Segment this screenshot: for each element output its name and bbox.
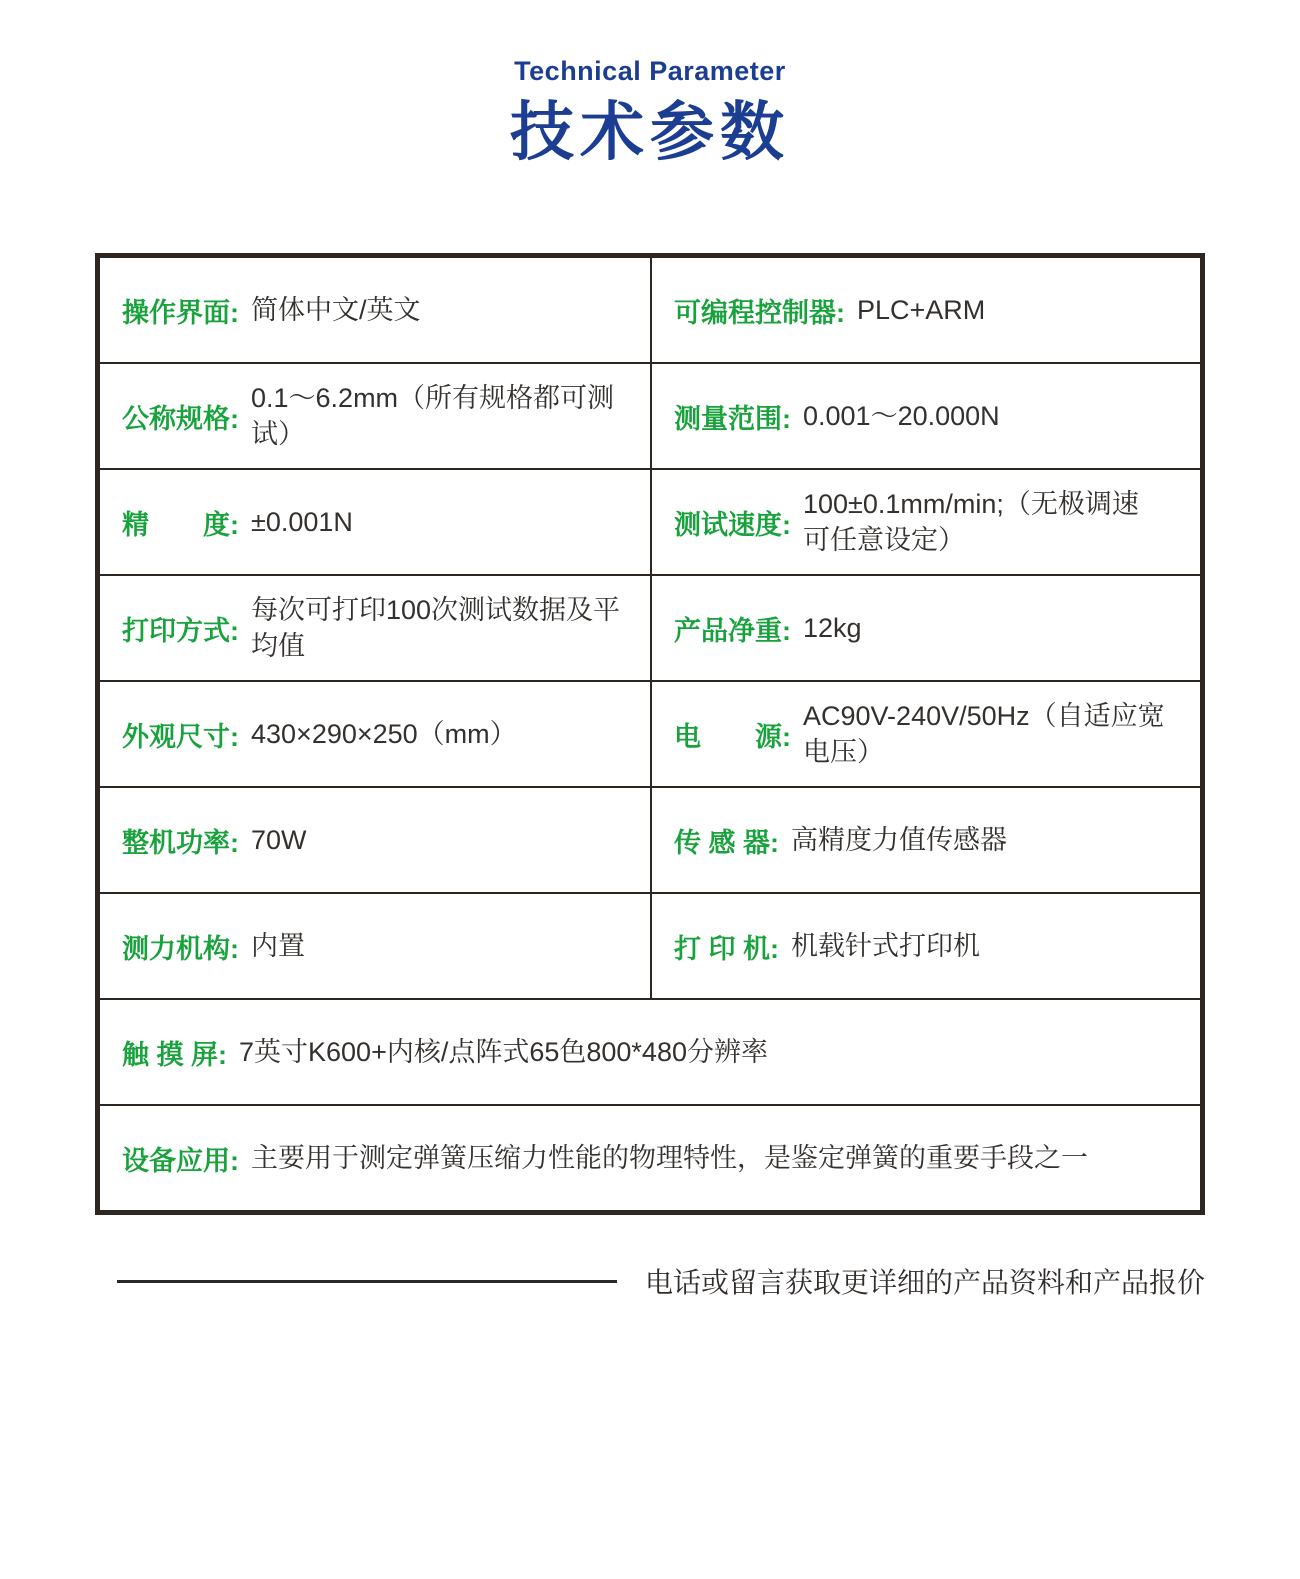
spec-value: 机载针式打印机 [791, 931, 980, 962]
spec-cell-ui-language [100, 258, 650, 362]
spec-label: 打印方式: [122, 615, 239, 646]
spec-label: 打 印 机: [674, 933, 779, 964]
spec-value: 高精度力值传感器 [791, 825, 1007, 856]
table-row [100, 786, 1200, 892]
spec-cell-controller [650, 258, 1200, 362]
table-row [100, 998, 1200, 1104]
spec-cell-measure-range [650, 364, 1200, 468]
spec-table [95, 253, 1205, 1215]
table-row [100, 468, 1200, 574]
spec-cell-total-power [100, 788, 650, 892]
table-row [100, 574, 1200, 680]
spec-label: 传 感 器: [674, 827, 779, 858]
spec-cell-nominal-size [100, 364, 650, 468]
spec-label: 精 度: [122, 509, 239, 540]
spec-cell-test-speed [650, 470, 1200, 574]
spec-label: 公称规格: [122, 403, 239, 434]
spec-label: 可编程控制器: [674, 297, 845, 328]
spec-value-line-2: 可任意设定） [803, 525, 965, 556]
spec-value: AC90V-240V/50Hz（自适应宽电压） [803, 700, 1165, 768]
footer [95, 1261, 1205, 1301]
spec-value: 70W [251, 825, 307, 856]
spec-cell-print-mode [100, 576, 650, 680]
table-row [100, 362, 1200, 468]
table-row [100, 680, 1200, 786]
spec-cell-accuracy [100, 470, 650, 574]
spec-label: 外观尺寸: [122, 721, 239, 752]
spec-cell-net-weight [650, 576, 1200, 680]
spec-value [803, 486, 1139, 559]
spec-cell-force-mechanism [100, 894, 650, 998]
spec-value: 简体中文/英文 [251, 295, 421, 326]
spec-label: 操作界面: [122, 297, 239, 328]
spec-value: 每次可打印100次测试数据及平均值 [251, 594, 621, 662]
spec-value: 内置 [251, 931, 305, 962]
footer-divider-line [117, 1280, 617, 1283]
spec-label: 测试速度: [674, 509, 791, 540]
footer-note: 电话或留言获取更详细的产品资料和产品报价 [644, 1267, 1205, 1299]
spec-label: 测力机构: [122, 933, 239, 964]
table-row [100, 1104, 1200, 1210]
spec-label: 设备应用: [122, 1145, 239, 1176]
spec-value-line-1: 100±0.1mm/min;（无极调速 [803, 488, 1139, 519]
spec-value: PLC+ARM [857, 295, 986, 326]
table-row [100, 892, 1200, 998]
page-header [0, 0, 1300, 167]
spec-value: 7英寸K600+内核/点阵式65色800*480分辨率 [239, 1037, 768, 1068]
spec-label: 产品净重: [674, 615, 791, 646]
spec-value: ±0.001N [251, 507, 353, 538]
table-row [100, 258, 1200, 362]
spec-value: 430×290×250（mm） [251, 719, 517, 750]
spec-cell-sensor [650, 788, 1200, 892]
spec-cell-touchscreen [100, 1000, 1200, 1104]
page-title: 技术参数 [510, 96, 790, 168]
spec-cell-power-supply [650, 682, 1200, 786]
spec-value: 12kg [803, 613, 862, 644]
spec-cell-dimensions [100, 682, 650, 786]
spec-label: 触 摸 屏: [122, 1039, 227, 1070]
spec-label: 测量范围: [674, 403, 791, 434]
header-subtitle-en: Technical Parameter [514, 56, 786, 86]
spec-value: 0.001～20.000N [803, 401, 1000, 432]
spec-value: 0.1～6.2mm（所有规格都可测试） [251, 382, 615, 450]
spec-label: 电 源: [674, 721, 791, 752]
spec-cell-application [100, 1106, 1200, 1210]
spec-value: 主要用于测定弹簧压缩力性能的物理特性，是鉴定弹簧的重要手段之一 [251, 1143, 1088, 1174]
spec-label: 整机功率: [122, 827, 239, 858]
spec-cell-printer [650, 894, 1200, 998]
